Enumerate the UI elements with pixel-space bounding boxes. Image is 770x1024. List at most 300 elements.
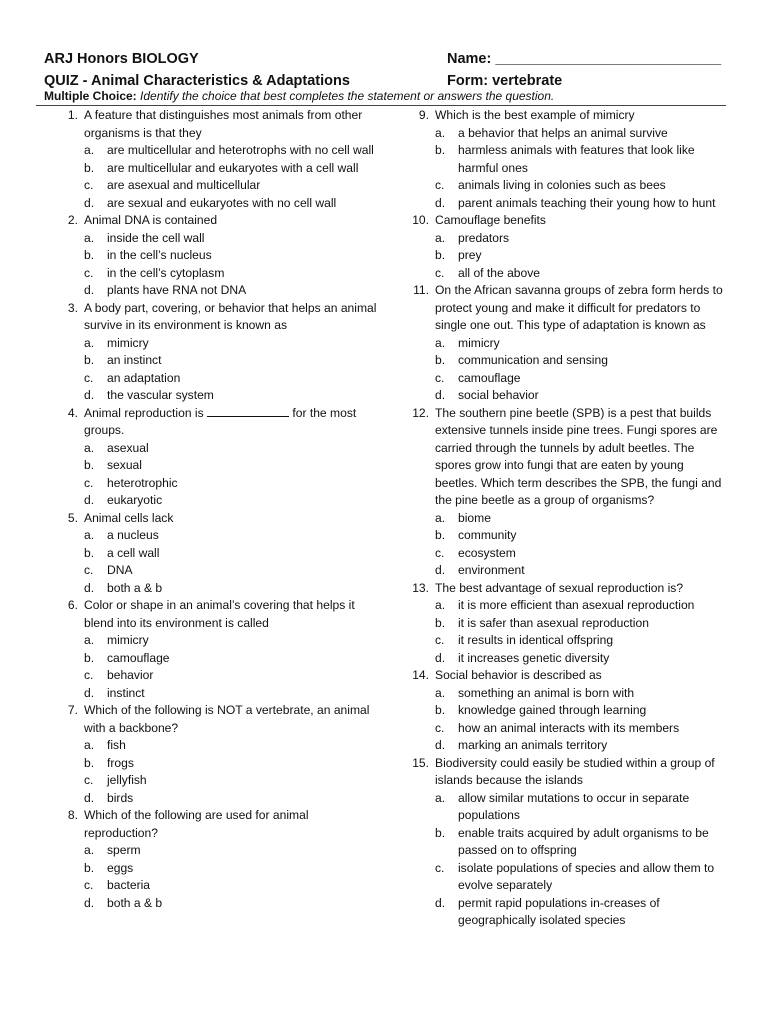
answer-option[interactable]: [84, 265, 382, 283]
answer-option[interactable]: [84, 142, 382, 160]
answer-option[interactable]: [435, 265, 728, 283]
answer-option[interactable]: [84, 475, 382, 493]
question-stem: [52, 510, 382, 528]
option-row: [403, 860, 728, 895]
option-letter: a.: [435, 335, 446, 350]
option-row: [403, 352, 728, 370]
answer-option[interactable]: [435, 335, 728, 353]
option-letter: d.: [435, 895, 446, 910]
question-number: 4.: [67, 405, 78, 420]
question-stem: [52, 300, 382, 335]
option-letter: c.: [84, 475, 94, 490]
question-number: 7.: [67, 703, 78, 717]
option-letter: d.: [84, 283, 95, 297]
option-text: allow similar mutations to occur in separate populations: [458, 790, 690, 822]
option-text: fish: [107, 738, 126, 752]
option-row: [52, 177, 382, 195]
answer-option[interactable]: [84, 527, 382, 545]
question-stem: [403, 667, 728, 685]
question-text: Animal reproduction is: [84, 405, 208, 420]
option-text: in the cell’s nucleus: [107, 248, 212, 262]
option-row: [52, 247, 382, 265]
quiz-header: [44, 48, 350, 92]
option-text: jellyfish: [107, 773, 147, 787]
question-number: 10.: [412, 213, 429, 227]
option-letter: a.: [84, 230, 95, 245]
question-text: On the African savanna groups of zebra form herds to protect young and make it difficult for predators to single one out. This type of adaptation is known as: [435, 283, 723, 332]
option-text: all of the above: [458, 265, 541, 280]
option-row: [52, 370, 382, 388]
question-text: Color or shape in an animal’s covering that helps it blend into its environment is called: [84, 598, 355, 630]
option-letter: a.: [84, 738, 95, 752]
option-text: an adaptation: [107, 370, 181, 385]
answer-option[interactable]: [435, 230, 728, 248]
question-stem: [52, 597, 382, 632]
option-row: [403, 895, 728, 930]
option-text: are multicellular and heterotrophs with no cell wall: [107, 143, 374, 157]
answer-blank[interactable]: [207, 406, 289, 417]
option-letter: d.: [435, 650, 446, 665]
option-letter: d.: [84, 580, 95, 595]
question-text: for the most groups.: [84, 405, 357, 437]
question-stem: [52, 107, 382, 142]
option-row: [52, 282, 382, 300]
option-text: it is safer than asexual reproduction: [458, 615, 649, 630]
option-row: [52, 842, 382, 860]
option-row: [52, 387, 382, 405]
question-number: 2.: [67, 213, 78, 227]
option-text: birds: [107, 790, 134, 805]
option-row: [52, 527, 382, 545]
option-row: [52, 860, 382, 878]
answer-option[interactable]: [84, 562, 382, 580]
option-row: [403, 702, 728, 720]
answer-option[interactable]: [84, 772, 382, 790]
option-text: it results in identical offspring: [458, 633, 614, 647]
answer-option[interactable]: [435, 562, 728, 580]
answer-option[interactable]: [435, 195, 728, 213]
question-number: 11.: [413, 283, 429, 297]
question-text: Animal DNA is contained: [84, 213, 218, 227]
answer-option[interactable]: [84, 685, 382, 703]
option-letter: c.: [435, 370, 445, 385]
form-label: Form: vertebrate: [447, 73, 563, 89]
question-item: [52, 212, 382, 300]
answer-option[interactable]: [84, 177, 382, 195]
option-letter: a.: [84, 335, 95, 350]
question-number: 5.: [67, 510, 78, 525]
question-item: [52, 807, 382, 912]
answer-option[interactable]: [435, 702, 728, 720]
question-number: 6.: [67, 598, 78, 612]
option-row: [52, 650, 382, 668]
option-text: camouflage: [458, 370, 521, 385]
question-column-right: [403, 107, 728, 930]
option-text: DNA: [107, 563, 133, 577]
instructions-text: Identify the choice that best completes the statement or answers the question.: [136, 89, 555, 103]
option-row: [52, 265, 382, 283]
question-text: Animal cells lack: [84, 510, 174, 525]
option-row: [403, 195, 728, 213]
option-row: [52, 877, 382, 895]
answer-option[interactable]: [84, 737, 382, 755]
question-stem: [403, 405, 728, 510]
option-row: [403, 125, 728, 143]
option-row: [403, 790, 728, 825]
option-text: a cell wall: [107, 545, 160, 560]
option-text: community: [458, 528, 517, 542]
option-row: [403, 720, 728, 738]
option-row: [403, 370, 728, 388]
option-letter: a.: [84, 843, 95, 857]
question-number: 12.: [412, 405, 429, 420]
option-text: eggs: [107, 860, 134, 875]
question-number: 14.: [412, 668, 429, 682]
option-letter: a.: [435, 685, 446, 700]
option-letter: d.: [84, 790, 95, 805]
option-text: ecosystem: [458, 545, 516, 560]
option-text: social behavior: [458, 388, 539, 402]
answer-option[interactable]: [84, 580, 382, 598]
option-row: [403, 230, 728, 248]
option-text: permit rapid populations in-creases of geographically isolated species: [458, 895, 660, 927]
quiz-title: QUIZ - Animal Characteristics & Adaptations: [44, 73, 350, 89]
option-text: environment: [458, 563, 525, 577]
option-letter: a.: [84, 143, 95, 157]
question-number: 3.: [67, 300, 78, 315]
question-number: 1.: [67, 108, 78, 122]
option-letter: c.: [84, 563, 94, 577]
option-letter: c.: [435, 860, 445, 875]
answer-option[interactable]: [435, 650, 728, 668]
option-row: [403, 632, 728, 650]
question-stem: [52, 702, 382, 737]
option-row: [52, 790, 382, 808]
option-text: bacteria: [107, 878, 151, 892]
option-letter: c.: [84, 178, 94, 192]
option-row: [52, 352, 382, 370]
option-text: it increases genetic diversity: [458, 650, 610, 665]
option-letter: c.: [84, 370, 94, 385]
option-row: [403, 650, 728, 668]
option-row: [52, 335, 382, 353]
answer-option[interactable]: [435, 720, 728, 738]
option-row: [52, 755, 382, 773]
option-letter: b.: [84, 860, 95, 875]
option-text: are sexual and eukaryotes with no cell wall: [107, 195, 337, 210]
option-letter: a.: [435, 125, 446, 140]
course-title: ARJ Honors BIOLOGY: [44, 51, 199, 67]
option-row: [403, 597, 728, 615]
option-text: instinct: [107, 685, 145, 700]
option-row: [52, 195, 382, 213]
answer-option[interactable]: [435, 895, 728, 930]
option-row: [403, 615, 728, 633]
name-field: Name: ____________________________: [447, 51, 722, 67]
question-number: 8.: [67, 808, 78, 822]
option-text: predators: [458, 230, 510, 245]
option-row: [52, 632, 382, 650]
option-letter: c.: [84, 878, 94, 892]
option-text: marking an animals territory: [458, 738, 608, 752]
question-item: [52, 510, 382, 598]
answer-option[interactable]: [435, 510, 728, 528]
question-stem: [403, 107, 728, 125]
answer-option[interactable]: [435, 177, 728, 195]
option-text: inside the cell wall: [107, 230, 205, 245]
option-letter: a.: [435, 790, 446, 805]
answer-option[interactable]: [84, 440, 382, 458]
answer-option[interactable]: [435, 370, 728, 388]
answer-option[interactable]: [84, 755, 382, 773]
question-stem: [403, 755, 728, 790]
question-column-left: [52, 107, 382, 912]
answer-option[interactable]: [435, 597, 728, 615]
option-text: prey: [458, 248, 482, 262]
question-text: Which of the following are used for animal reproduction?: [84, 808, 309, 840]
option-text: the vascular system: [107, 388, 214, 402]
option-letter: b.: [435, 248, 446, 262]
option-row: [403, 737, 728, 755]
question-item: [52, 107, 382, 212]
question-item: [52, 597, 382, 702]
option-letter: d.: [435, 563, 446, 577]
answer-option[interactable]: [84, 247, 382, 265]
option-text: are asexual and multicellular: [107, 178, 261, 192]
option-letter: d.: [84, 388, 95, 402]
option-row: [52, 230, 382, 248]
question-text: Social behavior is described as: [435, 668, 602, 682]
answer-option[interactable]: [435, 352, 728, 370]
option-row: [403, 545, 728, 563]
question-text: The southern pine beetle (SPB) is a pest that builds extensive tunnels inside pine trees. Fungi spores are carried through the tunnels by adult beetles. The spores grow into fungi that are eaten by young beetles. Which term describes the SPB, the fungi and the pine beetle as a group of organisms?: [435, 405, 722, 507]
answer-option[interactable]: [435, 545, 728, 563]
option-row: [403, 265, 728, 283]
option-row: [403, 247, 728, 265]
option-letter: c.: [435, 265, 445, 280]
answer-option[interactable]: [435, 247, 728, 265]
option-text: mimicry: [107, 633, 149, 647]
answer-option[interactable]: [435, 527, 728, 545]
question-text: The best advantage of sexual reproduction is?: [435, 580, 684, 595]
option-row: [403, 142, 728, 177]
option-text: are multicellular and eukaryotes with a cell wall: [107, 160, 359, 175]
option-letter: a.: [435, 598, 446, 612]
option-text: sperm: [107, 843, 141, 857]
option-text: behavior: [107, 668, 154, 682]
option-letter: b.: [84, 353, 95, 367]
option-row: [52, 580, 382, 598]
header-divider: [36, 105, 726, 106]
question-number: 15.: [412, 755, 429, 770]
option-letter: d.: [435, 195, 446, 210]
answer-option[interactable]: [435, 387, 728, 405]
option-text: eukaryotic: [107, 493, 163, 507]
option-row: [52, 142, 382, 160]
option-row: [403, 562, 728, 580]
answer-option[interactable]: [435, 142, 728, 177]
answer-option[interactable]: [84, 667, 382, 685]
option-row: [403, 177, 728, 195]
option-row: [403, 685, 728, 703]
option-row: [403, 825, 728, 860]
option-letter: d.: [435, 738, 446, 752]
option-text: a behavior that helps an animal survive: [458, 125, 668, 140]
answer-option[interactable]: [84, 160, 382, 178]
answer-option[interactable]: [84, 387, 382, 405]
option-letter: a.: [435, 510, 446, 525]
option-row: [52, 457, 382, 475]
answer-option[interactable]: [84, 895, 382, 913]
question-item: [403, 667, 728, 755]
answer-option[interactable]: [435, 685, 728, 703]
answer-option[interactable]: [84, 650, 382, 668]
option-row: [52, 737, 382, 755]
answer-option[interactable]: [84, 545, 382, 563]
option-letter: d.: [84, 685, 95, 700]
option-letter: c.: [435, 178, 445, 192]
option-row: [52, 772, 382, 790]
instructions-label: Multiple Choice:: [44, 89, 137, 103]
question-item: [403, 405, 728, 580]
option-letter: c.: [84, 265, 94, 280]
option-text: enable traits acquired by adult organisms to be passed on to offspring: [458, 825, 709, 857]
option-text: frogs: [107, 755, 134, 770]
question-item: [52, 702, 382, 807]
answer-option[interactable]: [84, 352, 382, 370]
answer-option[interactable]: [84, 877, 382, 895]
option-text: plants have RNA not DNA: [107, 283, 247, 297]
question-stem: [52, 405, 382, 440]
option-letter: b.: [435, 703, 446, 717]
question-item: [403, 580, 728, 668]
instructions: [44, 88, 724, 104]
option-row: [52, 492, 382, 510]
option-letter: a.: [84, 528, 95, 542]
option-letter: b.: [84, 160, 95, 175]
option-text: sexual: [107, 458, 142, 472]
question-number: 13.: [412, 580, 429, 595]
option-text: it is more efficient than asexual reproduction: [458, 598, 695, 612]
answer-option[interactable]: [435, 860, 728, 895]
option-row: [403, 387, 728, 405]
answer-option[interactable]: [84, 195, 382, 213]
option-letter: d.: [84, 493, 95, 507]
question-stem: [52, 212, 382, 230]
option-row: [52, 545, 382, 563]
option-row: [52, 685, 382, 703]
answer-option[interactable]: [84, 457, 382, 475]
option-text: in the cell’s cytoplasm: [107, 265, 225, 280]
option-letter: b.: [84, 755, 95, 770]
question-number: 9.: [418, 108, 429, 122]
option-letter: c.: [435, 633, 445, 647]
option-letter: a.: [435, 230, 446, 245]
question-stem: [52, 807, 382, 842]
option-row: [403, 510, 728, 528]
question-text: A feature that distinguishes most animals from other organisms is that they: [84, 108, 363, 140]
option-row: [52, 667, 382, 685]
question-stem: [403, 580, 728, 598]
option-letter: b.: [435, 353, 446, 367]
option-letter: b.: [435, 528, 446, 542]
option-text: mimicry: [458, 335, 500, 350]
question-text: Which of the following is NOT a vertebrate, an animal with a backbone?: [84, 703, 370, 735]
answer-option[interactable]: [435, 125, 728, 143]
option-text: harmless animals with features that look like harmful ones: [458, 143, 695, 175]
option-letter: b.: [84, 248, 95, 262]
option-text: animals living in colonies such as bees: [458, 178, 666, 192]
answer-option[interactable]: [435, 737, 728, 755]
question-text: Biodiversity could easily be studied within a group of islands because the islands: [435, 755, 715, 787]
option-text: both a & b: [107, 895, 163, 910]
option-text: an instinct: [107, 353, 162, 367]
answer-option[interactable]: [84, 335, 382, 353]
answer-option[interactable]: [435, 632, 728, 650]
option-letter: c.: [435, 720, 445, 735]
option-row: [52, 475, 382, 493]
option-text: asexual: [107, 440, 149, 455]
option-letter: a.: [84, 633, 95, 647]
option-letter: b.: [84, 650, 95, 665]
option-letter: b.: [84, 458, 95, 472]
option-text: how an animal interacts with its members: [458, 720, 680, 735]
option-text: both a & b: [107, 580, 163, 595]
option-row: [52, 562, 382, 580]
answer-option[interactable]: [84, 492, 382, 510]
option-letter: c.: [84, 773, 94, 787]
option-text: something an animal is born with: [458, 685, 635, 700]
answer-option[interactable]: [84, 282, 382, 300]
answer-option[interactable]: [84, 860, 382, 878]
question-item: [403, 282, 728, 405]
question-text: Which is the best example of mimicry: [435, 108, 635, 122]
question-stem: [403, 282, 728, 335]
question-item: [52, 405, 382, 510]
question-item: [403, 755, 728, 930]
option-row: [403, 335, 728, 353]
option-text: parent animals teaching their young how to hunt: [458, 195, 716, 210]
option-text: biome: [458, 510, 491, 525]
option-letter: c.: [435, 545, 445, 560]
answer-option[interactable]: [84, 230, 382, 248]
question-item: [403, 107, 728, 212]
option-text: mimicry: [107, 335, 149, 350]
answer-option[interactable]: [435, 790, 728, 825]
option-letter: b.: [435, 825, 446, 840]
option-text: isolate populations of species and allow them to evolve separately: [458, 860, 715, 892]
option-letter: b.: [435, 615, 446, 630]
option-letter: a.: [84, 440, 95, 455]
answer-option[interactable]: [435, 615, 728, 633]
option-letter: d.: [435, 388, 446, 402]
option-letter: d.: [84, 895, 95, 910]
answer-option[interactable]: [84, 842, 382, 860]
option-letter: c.: [84, 668, 94, 682]
answer-option[interactable]: [435, 825, 728, 860]
option-row: [52, 160, 382, 178]
question-stem: [403, 212, 728, 230]
option-letter: b.: [84, 545, 95, 560]
answer-option[interactable]: [84, 790, 382, 808]
question-item: [52, 300, 382, 405]
option-row: [52, 895, 382, 913]
answer-option[interactable]: [84, 632, 382, 650]
answer-option[interactable]: [84, 370, 382, 388]
option-text: communication and sensing: [458, 353, 608, 367]
option-row: [52, 440, 382, 458]
option-letter: d.: [84, 195, 95, 210]
